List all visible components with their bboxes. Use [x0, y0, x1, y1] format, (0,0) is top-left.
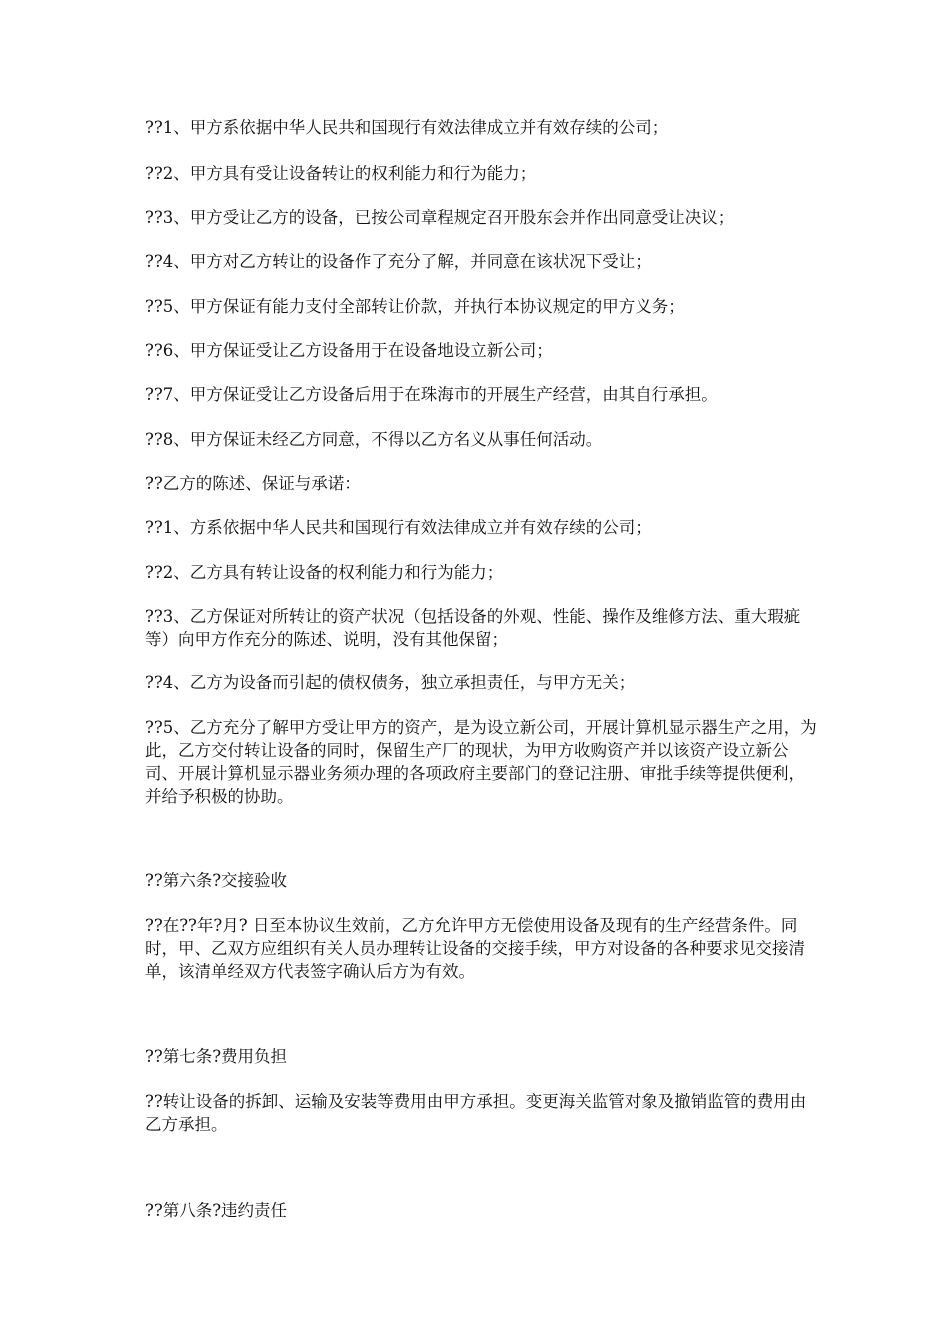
party-a-clause-7: ??7、甲方保证受让乙方设备后用于在珠海市的开展生产经营，由其自行承担。 — [145, 385, 718, 404]
party-a-clause-8: ??8、甲方保证未经乙方同意，不得以乙方名义从事任何活动。 — [145, 430, 603, 449]
party-a-clause-3: ??3、甲方受让乙方的设备，已按公司章程规定召开股东会并作出同意受让决议； — [145, 208, 735, 227]
party-a-clause-4: ??4、甲方对乙方转让的设备作了充分了解，并同意在该状况下受让； — [145, 252, 652, 271]
article-7-heading: ??第七条?费用负担 — [145, 1047, 288, 1066]
party-a-clause-5: ??5、甲方保证有能力支付全部转让价款，并执行本协议规定的甲方义务； — [145, 297, 685, 316]
article-7-body: ??转让设备的拆卸、运输及安装等费用由甲方承担。变更海关监管对象及撤销监管的费用由乙方承担。 — [145, 1092, 807, 1134]
party-a-clause-2: ??2、甲方具有受让设备转让的权利能力和行为能力； — [145, 164, 537, 183]
party-b-clause-5: ??5、乙方充分了解甲方受让甲方的资产，是为设立新公司，开展计算机显示器生产之用，为此，乙方交付转让设备的同时，保留生产厂的现状，为甲方收购资产并以该资产设立新公司、开展计算机显示器业务须办理的各项政府主要部门的登记注册、审批手续等提供便利，并给予积极的协助。 — [145, 718, 817, 806]
article-6-body: ??在??年?月? 日至本协议生效前，乙方允许甲方无偿使用设备及现有的生产经营条件。同时，甲、乙双方应组织有关人员办理转让设备的交接手续，甲方对设备的各种要求见交接清单，该清单经双方代表签字确认后方为有效。 — [145, 916, 805, 981]
party-b-heading: ??乙方的陈述、保证与承诺： — [145, 474, 361, 493]
party-a-clause-1: ??1、甲方系依据中华人民共和国现行有效法律成立并有效存续的公司； — [145, 118, 669, 137]
party-b-clause-4: ??4、乙方为设备而引起的债权债务，独立承担责任，与甲方无关； — [145, 673, 636, 692]
party-b-clause-3: ??3、乙方保证对所转让的资产状况（包括设备的外观、性能、操作及维修方法、重大瑕疵等）向甲方作充分的陈述、说明，没有其他保留； — [145, 607, 801, 649]
party-b-clause-1: ??1、方系依据中华人民共和国现行有效法律成立并有效存续的公司； — [145, 518, 652, 537]
party-a-clause-6: ??6、甲方保证受让乙方设备用于在设备地设立新公司； — [145, 341, 553, 360]
article-6-heading: ??第六条?交接验收 — [145, 871, 288, 890]
party-b-clause-2: ??2、乙方具有转让设备的权利能力和行为能力； — [145, 563, 504, 582]
article-8-heading: ??第八条?违约责任 — [145, 1201, 288, 1220]
